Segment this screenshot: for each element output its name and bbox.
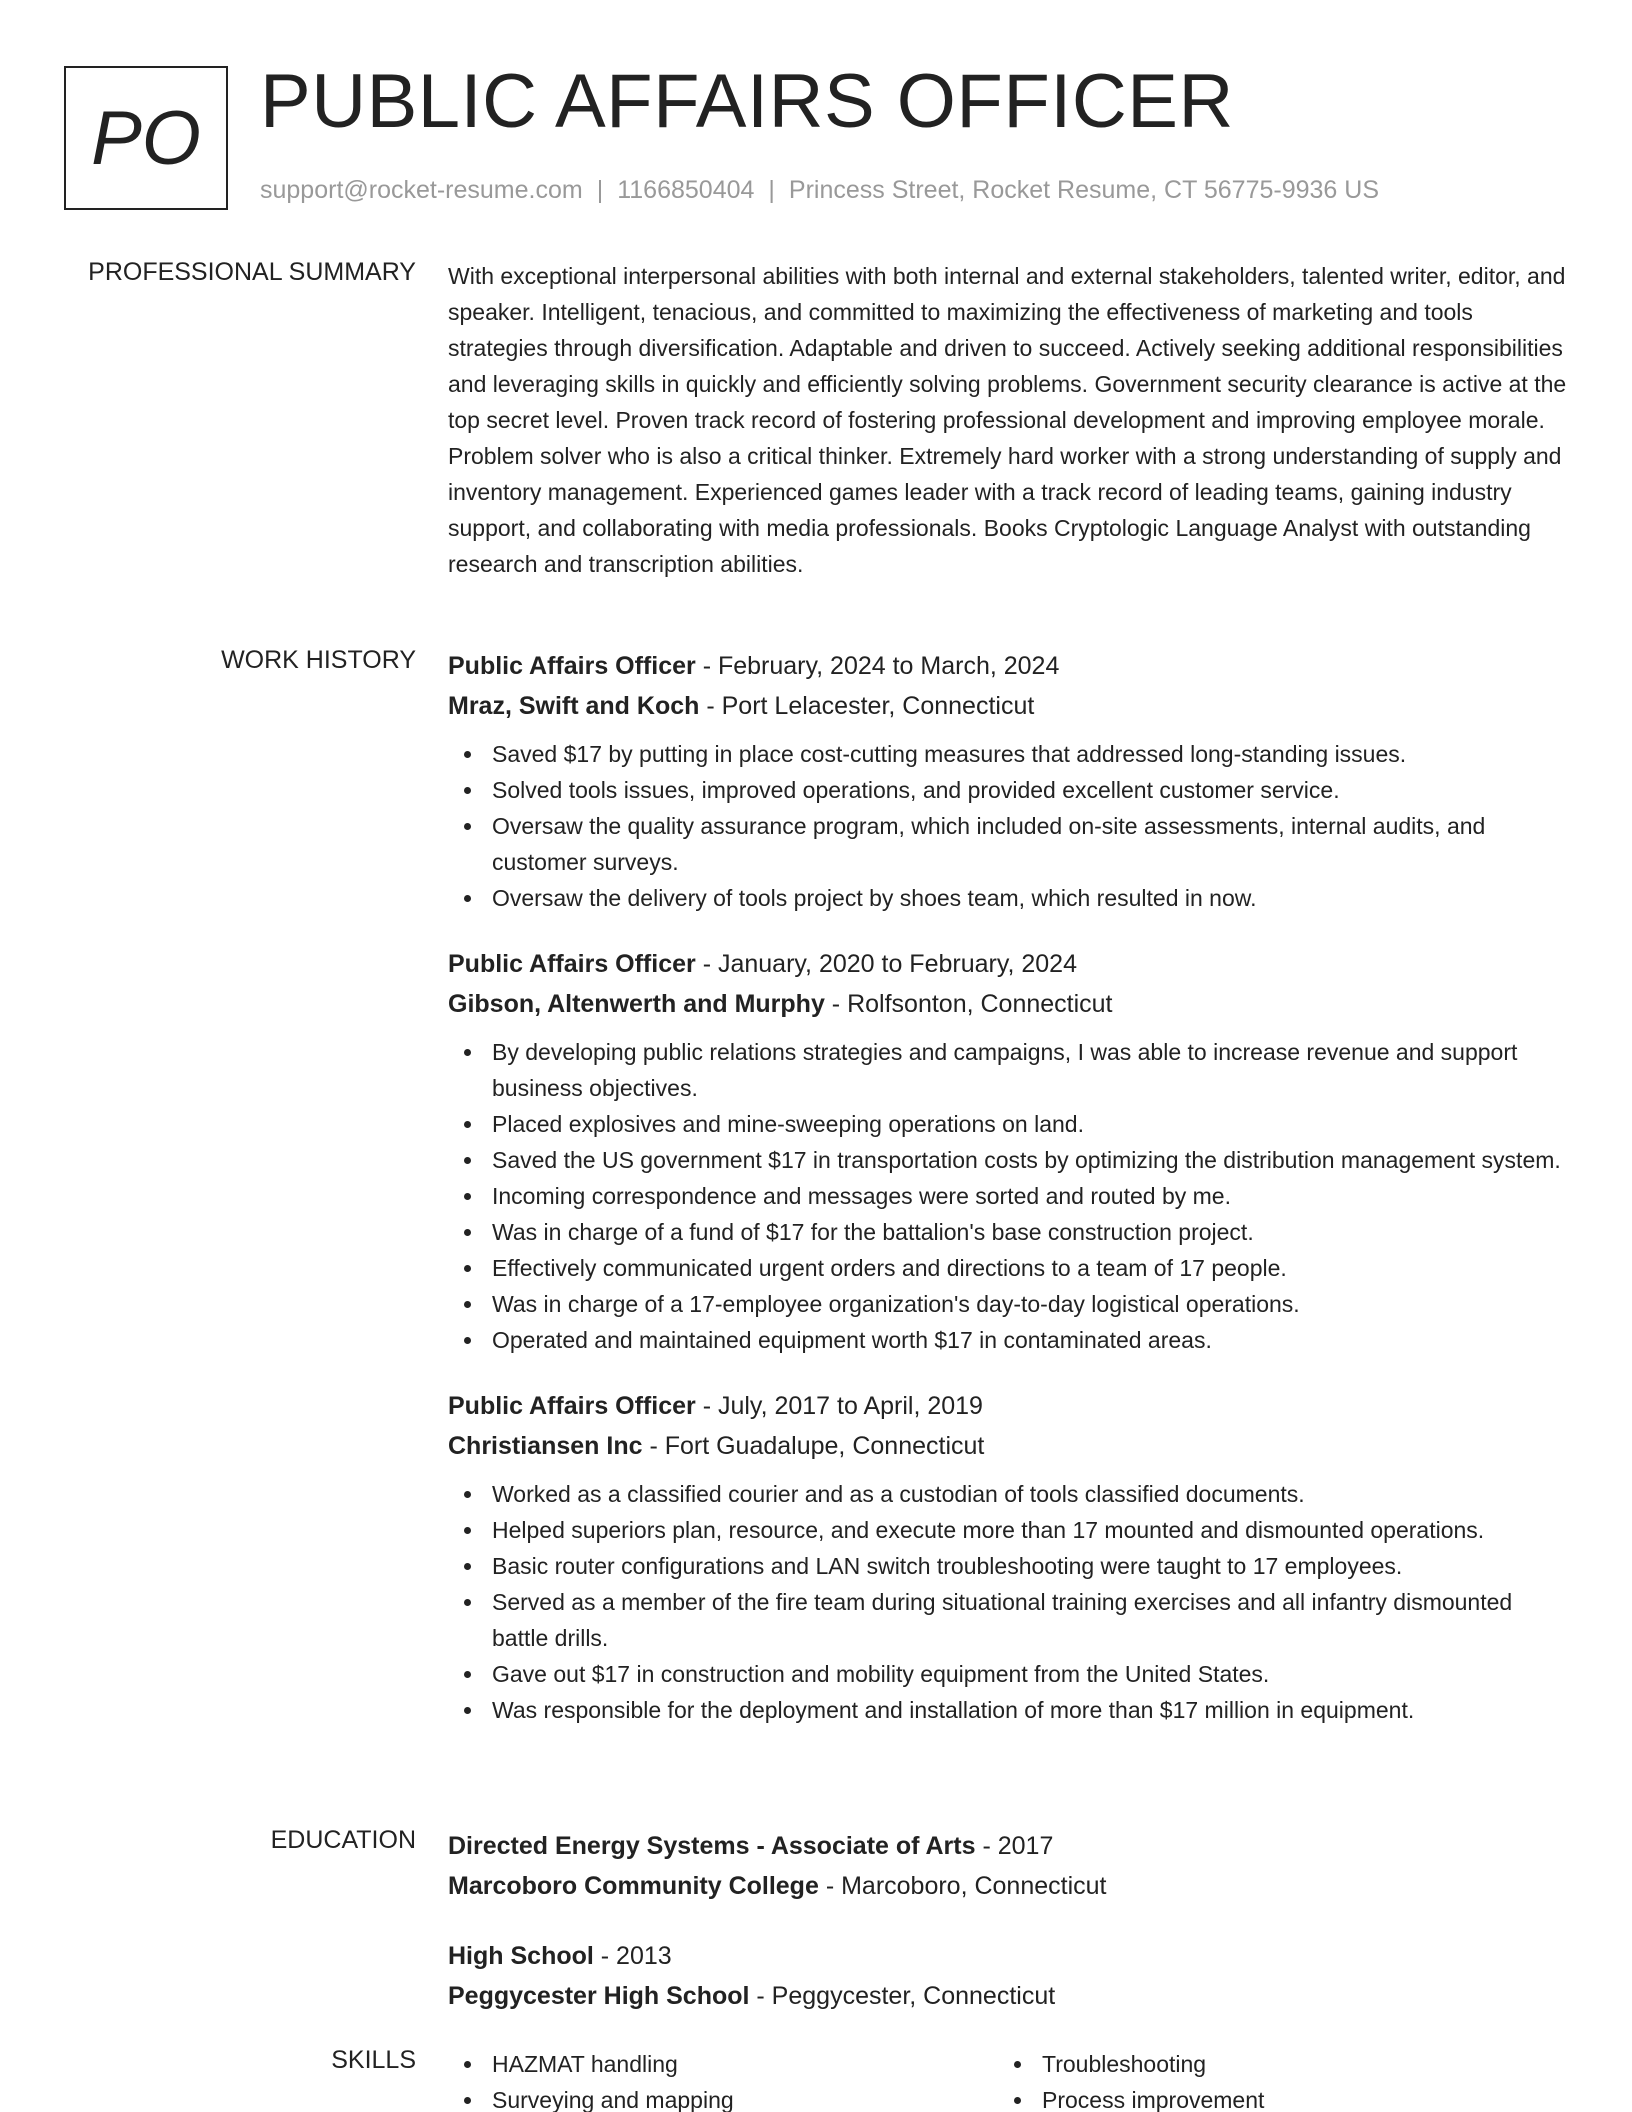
job-title-line: [448, 944, 1568, 984]
initials-text: PO: [91, 95, 201, 181]
education-year: - 2017: [975, 1832, 1054, 1860]
education-degree-line: [448, 1936, 1568, 1976]
education-degree: Directed Energy Systems - Associate of Arts: [448, 1832, 976, 1860]
contact-separator: |: [596, 176, 604, 204]
job-title-line: [448, 646, 1568, 686]
work-history-heading: WORK HISTORY: [221, 646, 416, 674]
bullet-item: Effectively communicated urgent orders and directions to a team of 17 people.: [448, 1250, 1568, 1286]
bullet-item: Solved tools issues, improved operations, and provided excellent customer service.: [448, 772, 1568, 808]
summary-text: With exceptional interpersonal abilities with both internal and external stakeholders, talented writer, editor, and speaker. Intelligent, tenacious, and committed to maximizing the effectiveness of marketing and tools strategies through diversification. Adaptable and driven to succeed. Actively seeking additional responsibilities and leveraging skills in quickly and efficiently solving problems. Government security clearance is active at the top secret level. Proven track record of fostering professional development and improving employee morale. Problem solver who is also a critical thinker. Extremely hard worker with a strong understanding of supply and inventory management. Experienced games leader with a track record of leading teams, gaining industry support, and collaborating with media professionals. Books Cryptologic Language Analyst with outstanding research and transcription abilities.: [448, 263, 1567, 577]
job-entry: [448, 1386, 1568, 1728]
bullet-item: Was responsible for the deployment and installation of more than $17 million in equipment.: [448, 1692, 1568, 1728]
education-school: Marcoboro Community College: [448, 1872, 819, 1900]
education-location: - Peggycester, Connecticut: [749, 1982, 1056, 2010]
job-entry: [448, 646, 1568, 916]
job-dates: - July, 2017 to April, 2019: [695, 1392, 983, 1420]
contact-email: support@rocket-resume.com: [260, 176, 583, 204]
job-company-line: [448, 984, 1568, 1024]
education-heading: EDUCATION: [270, 1826, 416, 1854]
bullet-item: Saved the US government $17 in transportation costs by optimizing the distribution management system.: [448, 1142, 1568, 1178]
contact-address: Princess Street, Rocket Resume, CT 56775-9936 US: [788, 176, 1379, 204]
skill-item: Process improvement: [998, 2082, 1548, 2112]
job-company-line: [448, 1426, 1568, 1466]
bullet-item: Was in charge of a fund of $17 for the battalion's base construction project.: [448, 1214, 1568, 1250]
bullet-item: Was in charge of a 17-employee organization's day-to-day logistical operations.: [448, 1286, 1568, 1322]
education-entry: [448, 1826, 1568, 1906]
skills-body: [448, 2046, 1568, 2112]
job-company-line: [448, 686, 1568, 726]
education-degree: High School: [448, 1942, 594, 1970]
job-title: Public Affairs Officer: [448, 950, 696, 978]
contact-phone: 1166850404: [617, 176, 755, 204]
page-title: PUBLIC AFFAIRS OFFICER: [260, 59, 1234, 144]
education-school-line: [448, 1976, 1568, 2016]
skill-item: Surveying and mapping: [448, 2082, 998, 2112]
bullet-item: Oversaw the delivery of tools project by shoes team, which resulted in now.: [448, 880, 1568, 916]
job-dates: - January, 2020 to February, 2024: [695, 950, 1077, 978]
bullet-item: Operated and maintained equipment worth $17 in contaminated areas.: [448, 1322, 1568, 1358]
bullet-item: Served as a member of the fire team during situational training exercises and all infantry dismounted battle drills.: [448, 1584, 1568, 1656]
job-bullets: [448, 1476, 1568, 1728]
summary-heading: PROFESSIONAL SUMMARY: [88, 258, 416, 286]
skill-item: HAZMAT handling: [448, 2046, 998, 2082]
bullet-item: Worked as a classified courier and as a custodian of tools classified documents.: [448, 1476, 1568, 1512]
bullet-item: Gave out $17 in construction and mobility equipment from the United States.: [448, 1656, 1568, 1692]
job-title-line: [448, 1386, 1568, 1426]
initials-monogram: [64, 66, 228, 210]
job-location: - Port Lelacester, Connecticut: [699, 692, 1035, 720]
summary-body: [448, 258, 1568, 582]
skills-column-left: [448, 2046, 998, 2112]
bullet-item: Saved $17 by putting in place cost-cutting measures that addressed long-standing issues.: [448, 736, 1568, 772]
bullet-item: Basic router configurations and LAN switch troubleshooting were taught to 17 employees.: [448, 1548, 1568, 1584]
education-school: Peggycester High School: [448, 1982, 750, 2010]
job-bullets: [448, 736, 1568, 916]
work-history-body: [448, 646, 1568, 1756]
contact-separator: |: [768, 176, 775, 204]
job-location: - Rolfsonton, Connecticut: [824, 990, 1113, 1018]
job-location: - Fort Guadalupe, Connecticut: [642, 1432, 985, 1460]
job-bullets: [448, 1034, 1568, 1358]
skills-heading: SKILLS: [331, 2046, 416, 2074]
education-location: - Marcoboro, Connecticut: [818, 1872, 1107, 1900]
job-company: Gibson, Altenwerth and Murphy: [448, 990, 825, 1018]
skills-column-right: [998, 2046, 1548, 2112]
job-title: Public Affairs Officer: [448, 652, 696, 680]
bullet-item: Placed explosives and mine-sweeping operations on land.: [448, 1106, 1568, 1142]
bullet-item: Helped superiors plan, resource, and execute more than 17 mounted and dismounted operations.: [448, 1512, 1568, 1548]
education-school-line: [448, 1866, 1568, 1906]
bullet-item: Oversaw the quality assurance program, which included on-site assessments, internal audits, and customer surveys.: [448, 808, 1568, 880]
bullet-item: Incoming correspondence and messages were sorted and routed by me.: [448, 1178, 1568, 1214]
education-degree-line: [448, 1826, 1568, 1866]
bullet-item: By developing public relations strategies and campaigns, I was able to increase revenue and support business objectives.: [448, 1034, 1568, 1106]
education-entry: [448, 1936, 1568, 2016]
job-title: Public Affairs Officer: [448, 1392, 696, 1420]
job-entry: [448, 944, 1568, 1358]
contact-line: [260, 176, 1379, 205]
skill-item: Troubleshooting: [998, 2046, 1548, 2082]
skills-grid: [448, 2046, 1568, 2112]
education-year: - 2013: [593, 1942, 672, 1970]
job-company: Christiansen Inc: [448, 1432, 643, 1460]
education-body: [448, 1826, 1568, 2046]
job-company: Mraz, Swift and Koch: [448, 692, 700, 720]
job-dates: - February, 2024 to March, 2024: [695, 652, 1060, 680]
